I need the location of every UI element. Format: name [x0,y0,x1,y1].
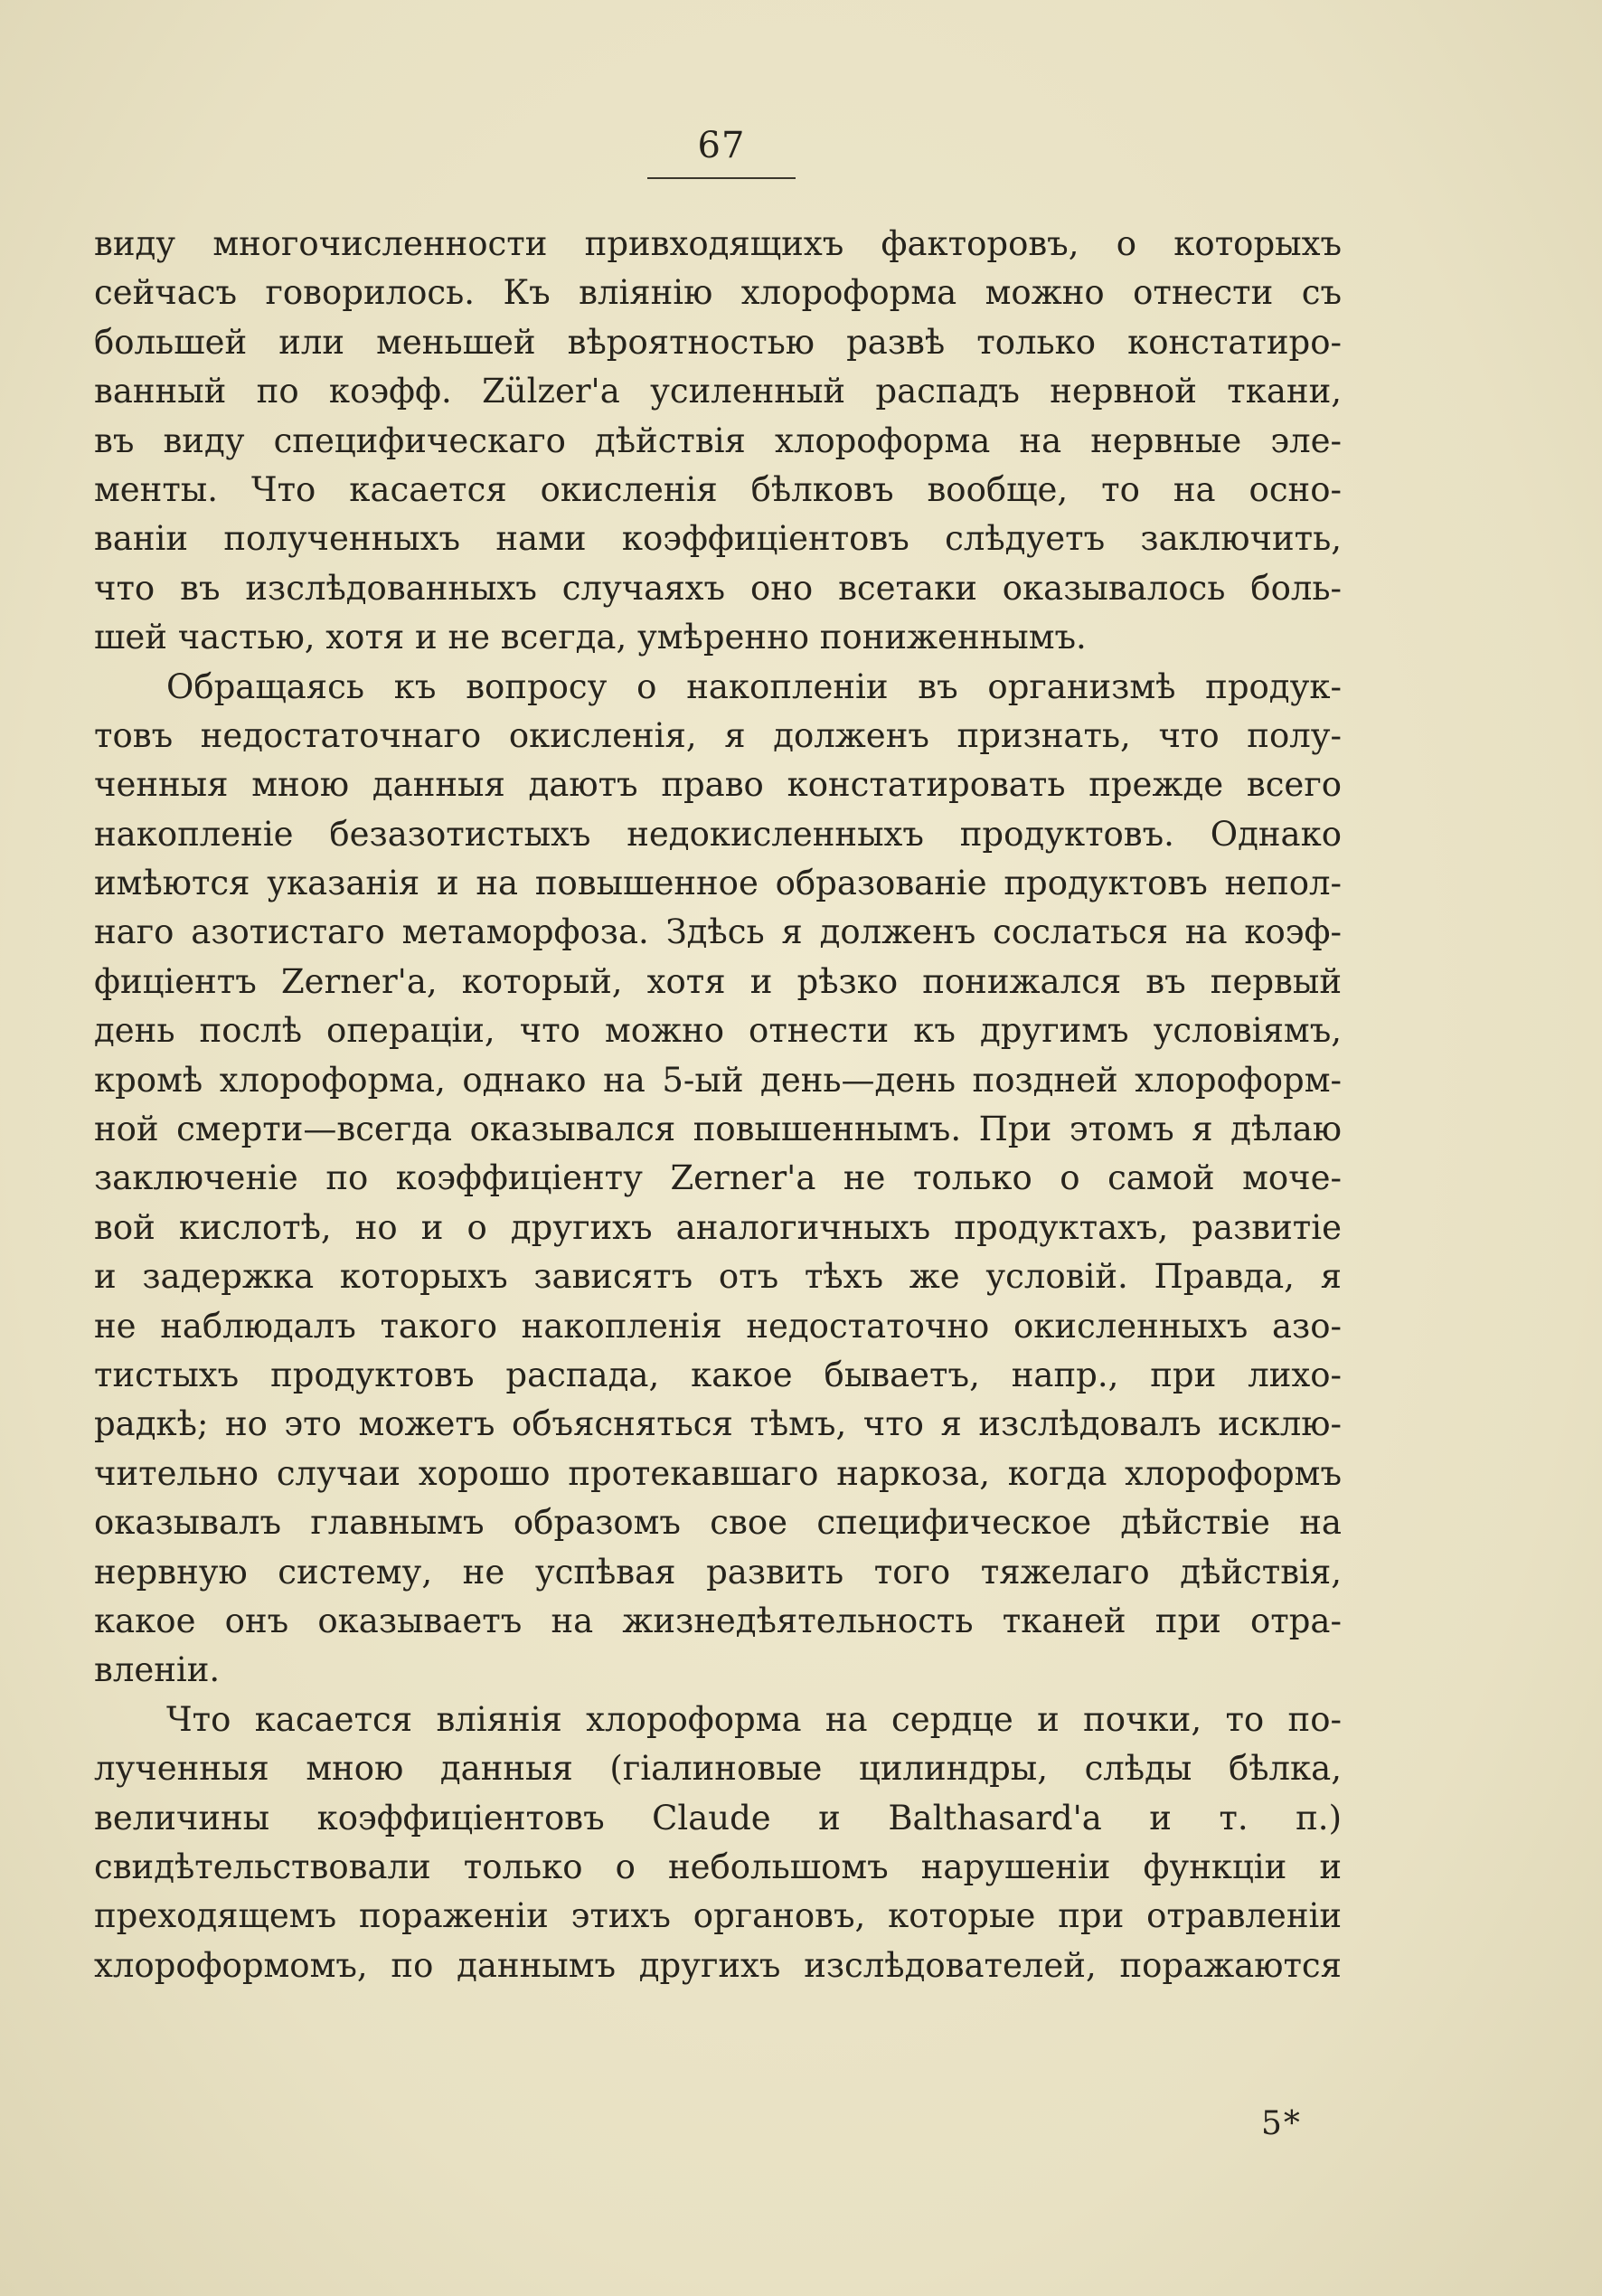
signature-mark: 5* [1261,2105,1302,2142]
text-line: большей или меньшей вѣроятностью развѣ только констатиро- [94,322,1342,362]
text-line: шей частью, хотя и не всегда, умѣренно пониженнымъ. [94,618,1087,657]
text-line: день послѣ операціи, что можно отнести къ другимъ условіямъ, [94,1011,1342,1051]
text-line: ванный по коэфф. Zülzer'а усиленный распадъ нервной ткани, [94,372,1342,411]
text-line: Обращаясь къ вопросу о накопленіи въ организмѣ продук- [166,666,1342,706]
text-line: Что касается вліянія хлороформа на сердце и почки, то по- [166,1699,1342,1739]
text-line: и задержка которыхъ зависятъ отъ тѣхъ же условій. Правда, я [94,1257,1342,1297]
text-line: преходящемъ пораженіи этихъ органовъ, которые при отравленіи [94,1896,1342,1936]
text-line: имѣются указанія и на повышенное образованіе продуктовъ непол- [94,864,1342,903]
text-line: ваніи полученныхъ нами коэффиціентовъ слѣдуетъ заключить, [94,519,1342,559]
text-line: вленіи. [94,1650,221,1690]
text-line: менты. Что касается окисленія бѣлковъ вообще, то на осно- [94,469,1342,509]
body-text [94,220,1342,1990]
text-line: величины коэффиціентовъ Claude и Balthasard'а и т. п.) [94,1798,1342,1838]
text-line: тистыхъ продуктовъ распада, какое бываетъ, напр., при лихо- [94,1355,1342,1394]
text-line: вой кислотѣ, но и о другихъ аналогичныхъ продуктахъ, развитіе [94,1207,1342,1247]
text-line: оказывалъ главнымъ образомъ свое специфическое дѣйствіе на [94,1503,1342,1543]
text-line: чительно случаи хорошо протекавшаго наркоза, когда хлороформъ [94,1453,1342,1493]
text-line: въ виду специфическаго дѣйствія хлороформа на нервные эле- [94,420,1342,460]
text-line: что въ изслѣдованныхъ случаяхъ оно всетаки оказывалось боль- [94,568,1342,608]
text-line: наго азотистаго метаморфоза. Здѣсь я долженъ сослаться на коэф- [94,912,1342,952]
text-line: хлороформомъ, по даннымъ другихъ изслѣдователей, поражаются [94,1945,1342,1985]
text-line: виду многочисленности привходящихъ факторовъ, о которыхъ [94,224,1342,263]
text-line: товъ недостаточнаго окисленія, я долженъ признать, что полу- [94,715,1342,755]
text-line: сейчасъ говорилось. Къ вліянію хлороформа можно отнести съ [94,273,1342,313]
text-line: лученныя мною данныя (гіалиновые цилиндры, слѣды бѣлка, [94,1749,1342,1789]
text-line: заключеніе по коэффиціенту Zerner'а не только о самой моче- [94,1158,1342,1198]
text-line: не наблюдалъ такого накопленія недостаточно окисленныхъ азо- [94,1306,1342,1346]
text-line: кромѣ хлороформа, однако на 5-ый день—день поздней хлороформ- [94,1060,1342,1100]
header-rule [647,177,796,179]
text-line: свидѣтельствовали только о небольшомъ нарушеніи функціи и [94,1847,1342,1886]
text-line: нервную систему, не успѣвая развить того тяжелаго дѣйствія, [94,1552,1342,1592]
text-line: радкѣ; но это можетъ объясняться тѣмъ, что я изслѣдовалъ исклю- [94,1404,1342,1444]
page-number: 67 [697,125,746,166]
text-line: ченныя мною данныя даютъ право констатировать прежде всего [94,765,1342,805]
text-line: накопленіе безазотистыхъ недокисленныхъ продуктовъ. Однако [94,814,1342,854]
text-line: фиціентъ Zerner'а, который, хотя и рѣзко понижался въ первый [94,961,1342,1001]
text-line: ной смерти—всегда оказывался повышеннымъ. При этомъ я дѣлаю [94,1110,1342,1149]
text-line: какое онъ оказываетъ на жизнедѣятельность тканей при отра- [94,1601,1342,1640]
